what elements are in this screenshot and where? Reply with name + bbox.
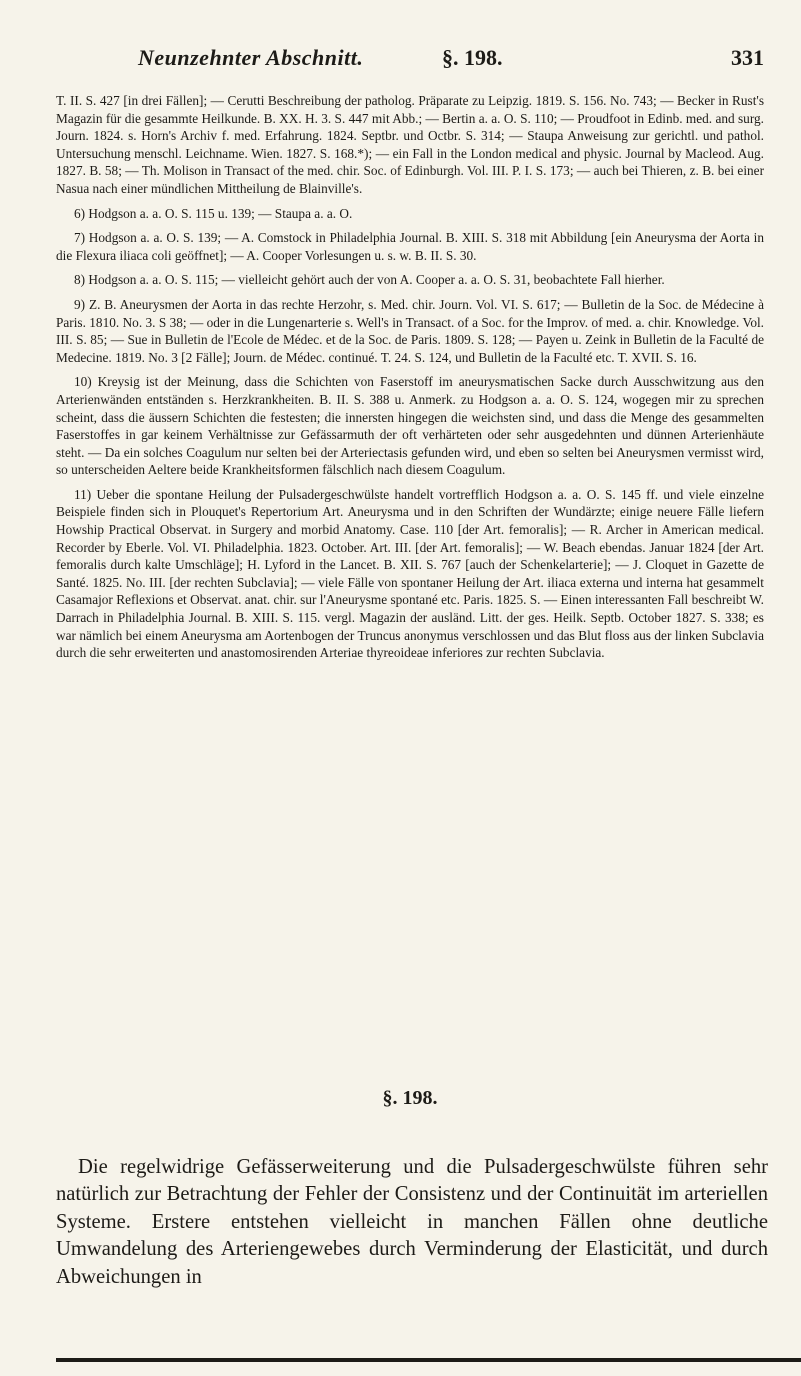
bottom-rule xyxy=(56,1358,801,1362)
page-number: 331 xyxy=(731,45,764,70)
footnote-continuation: T. II. S. 427 [in drei Fällen]; — Cerutti Beschreibung der patholog. Präparate zu Leipzig. 1819. S. 156. No. 743; — Becker in Rust's Magazin für die gesammte Heilkunde. B. XX. H. 3. S. 447 mit Abb.; — Bertin a. a. O. S. 110; — Proudfoot in Edinb. med. and surg. Journ. 1824. s. Horn's Archiv f. med. Erfahrung. 1824. Septbr. und Octbr. S. 314; — Staupa Anweisung zur gerichtl. und pathol. Untersuchung menschl. Leichname. Wien. 1827. S. 168.*); — ein Fall in the London medical and physic. Journal by Macleod. Aug. 1827. B. 58; — Th. Molison in Transact of the med. chir. Soc. of Edinburgh. Vol. III. P. I. S. 173; — auch bei Thieren, z. B. bei einer Nasua nach einer mündlichen Mittheilung de Blainville's. xyxy=(56,93,764,196)
body-paragraph: Die regelwidrige Gefässerweiterung und die Pulsadergeschwülste führen sehr natürlich zur Betrachtung der Fehler der Consistenz und der Continuität im arteriellen Systeme. Erstere entstehen vielleicht in manchen Fällen ohne deutliche Umwandelung des Arteriengewebes durch Verminderung der Elasticität, und durch Abweichungen in xyxy=(56,1155,768,1288)
footnote-10: 10) Kreysig ist der Meinung, dass die Schichten von Faserstoff im aneurysmatischen Sacke durch Ausschwitzung aus den Arterienwänden entständen s. Herzkrankheiten. B. II. S. 388 u. Anmerk. zu Hodgson a. a. O. S. 124, wogegen mir zu sprechen scheint, dass die äussern Schichten die festesten; die innersten hingegen die weichsten sind, und dass die Menge des gesammelten Faserstoffes in gar keinem Verhältnisse zur Gefässarmuth der oft verhärteten oder sehr ausgedehnten und dünnen Arterienhäute steht. — Da ein solches Coagulum nur selten bei der Arteriectasis gefunden wird, und eben so selten bei Aneurysmen vermisst wird, so unterscheiden Aeltere beide Krankheitsformen fälschlich nach diesem Coagulum. xyxy=(56,374,764,478)
footnote-7: 7) Hodgson a. a. O. S. 139; — A. Comstock in Philadelphia Journal. B. XIII. S. 318 mit Abbildung [ein Aneurysma der Aorta in die Flexura iliaca coli geöffnet]; — A. Cooper Vorlesungen u. s. w. B. II. S. 30. xyxy=(56,230,764,263)
section-heading: §. 198. xyxy=(382,1087,438,1109)
chapter-title: Neunzehnter Abschnitt. xyxy=(138,45,364,70)
footnotes xyxy=(56,92,764,669)
footnote-11: 11) Ueber die spontane Heilung der Pulsadergeschwülste handelt vortrefflich Hodgson a. a. O. S. 145 ff. und viele einzelne Beispiele finden sich in Plouquet's Repertorium Art. Aneurysma und in den Schriften der Wundärzte; einige neuere Fälle liefern Howship Practical Observat. in Surgery and morbid Anatomy. Case. 110 [der Art. femoralis]; — R. Archer in American medical. Recorder by Eberle. Vol. VI. Philadelphia. 1823. October. Art. III. [der Art. femoralis]; — W. Beach ebendas. Januar 1824 [der Art. femoralis durch kalte Umschläge]; H. Lyford in the Lancet. B. XII. S. 767 [auch der Schenkelarterie]; — J. Cloquet in Gazette de Santé. 1825. No. III. [der rechten Subclavia]; — viele Fälle von spontaner Heilung der Art. iliaca externa und interna hat gesammelt Casamajor Reflexions et Observat. anat. chir. sur l'Aneurysme spontané etc. Paris. 1825. S. — Einen interessanten Fall beschreibt W. Darrach in Philadelphia Journal. B. XIII. S. 115. vergl. Magazin der ausländ. Litt. der ges. Heilk. Septb. October 1827. S. 338; es war nämlich bei einem Aneurysma am Aortenbogen der Truncus anonymus verschlossen und das Blut floss aus der linken Subclavia durch die sehr erweiterten und anastomosirenden Arteriae thyreoideae inferiores zur rechten Subclavia. xyxy=(56,486,764,661)
footnote-9: 9) Z. B. Aneurysmen der Aorta in das rechte Herzohr, s. Med. chir. Journ. Vol. VI. S. 617; — Bulletin de la Soc. de Médecine à Paris. 1810. No. 3. S 38; — oder in die Lungenarterie s. Well's in Transact. of a Soc. for the Improv. of med. a. chir. Knowledge. Vol. III. S. 85; — Sue in Bulletin de l'Ecole de Médec. et de la Soc. de Paris. 1809. S. 128; — Payen u. Zeink in Bulletin de la Faculté de Medecine. 1819. No. 3 [2 Fälle]; Journ. de Médec. continué. T. 24. S. 124, und Bulletin de la Faculté etc. T. XVII. S. 16. xyxy=(56,296,764,365)
section-number: §. 198. xyxy=(442,45,503,70)
footnote-6: 6) Hodgson a. a. O. S. 115 u. 139; — Staupa a. a. O. xyxy=(74,205,353,221)
footnote-8: 8) Hodgson a. a. O. S. 115; — vielleicht gehört auch der von A. Cooper a. a. O. S. 31, beobachtete Fall hierher. xyxy=(74,272,665,288)
